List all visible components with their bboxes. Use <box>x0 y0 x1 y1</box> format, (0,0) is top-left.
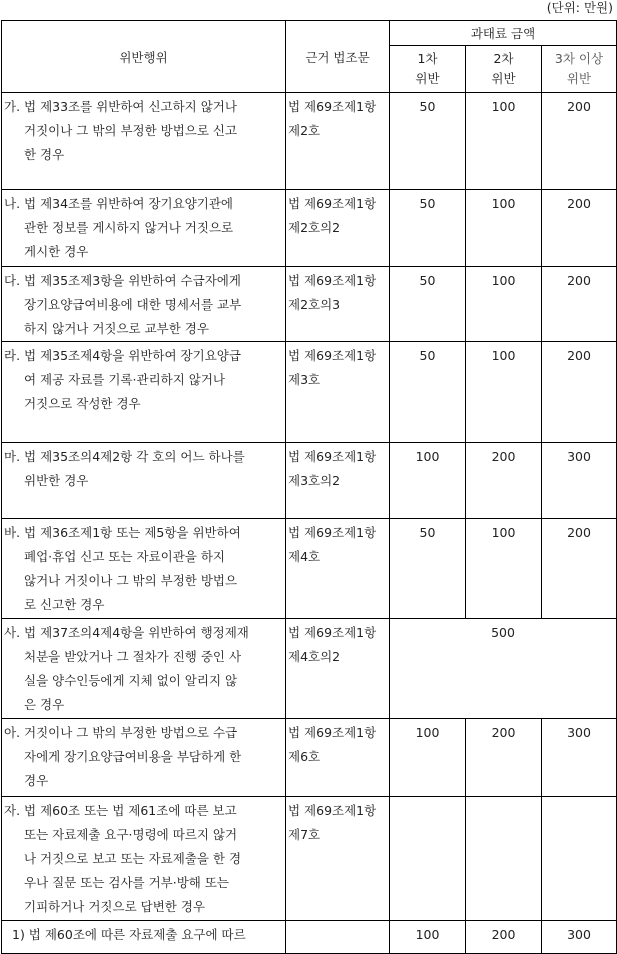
basis-cell <box>286 443 390 519</box>
amount-first-cell: 50 <box>390 342 466 443</box>
basis-cell <box>286 719 390 797</box>
violation-line: 기피하거나 거짓으로 답변한 경우 <box>24 899 205 914</box>
violation-line: 거짓이나 그 밖의 부정한 방법으로 신고 <box>24 123 238 138</box>
header-second: 2차 위반 <box>466 46 542 93</box>
violation-line: 한 경우 <box>24 147 65 162</box>
header-first: 1차 위반 <box>390 46 466 93</box>
violation-line: 폐업·휴업 신고 또는 자료이관을 하지 <box>24 549 225 564</box>
basis-line: 법 제69조제1항 <box>288 525 377 540</box>
table-row <box>2 190 617 267</box>
basis-line: 법 제69조제1항 <box>288 196 377 211</box>
violation-line: 라. 법 제35조제4항을 위반하여 장기요양급 <box>4 348 241 363</box>
basis-line: 제2호의3 <box>288 297 341 312</box>
violation-line: 1) 법 제60조에 따른 자료제출 요구에 따르 <box>12 927 246 942</box>
violation-cell <box>2 267 286 342</box>
violation-line: 아. 거짓이나 그 밖의 부정한 방법으로 수급 <box>4 725 238 740</box>
basis-line: 제2호의2 <box>288 220 341 235</box>
violation-line: 여 제공 자료를 기록·관리하지 않거나 <box>24 372 225 387</box>
amount-first-cell: 50 <box>390 267 466 342</box>
violation-line: 은 경우 <box>24 697 65 712</box>
table-row <box>2 342 617 443</box>
table-row <box>2 93 617 190</box>
amount-second-cell: 200 <box>466 921 542 954</box>
violation-line: 우나 질문 또는 검사를 거부·방해 또는 <box>24 875 229 890</box>
violation-line: 가. 법 제33조를 위반하여 신고하지 않거나 <box>4 99 237 114</box>
violation-line: 나 거짓으로 보고 또는 자료제출을 한 경 <box>24 851 242 866</box>
violation-line: 나. 법 제34조를 위반하여 장기요양기관에 <box>4 196 233 211</box>
amount-first-cell: 100 <box>390 443 466 519</box>
table-row <box>2 519 617 619</box>
basis-line: 법 제69조제1항 <box>288 273 377 288</box>
basis-line: 제4호 <box>288 549 321 564</box>
violation-line: 바. 법 제36조제1항 또는 제5항을 위반하여 <box>4 525 241 540</box>
amount-second-cell: 100 <box>466 267 542 342</box>
amount-third-cell: 300 <box>542 719 617 797</box>
basis-cell <box>286 797 390 921</box>
table-row <box>2 443 617 519</box>
basis-cell <box>286 619 390 719</box>
header-amount: 과태료 금액 <box>390 21 617 46</box>
violation-cell <box>2 443 286 519</box>
amount-third-cell <box>542 797 617 921</box>
amount-second-cell: 100 <box>466 190 542 267</box>
amount-first-cell: 50 <box>390 93 466 190</box>
violation-line: 자에게 장기요양급여비용을 부담하게 한 <box>24 749 242 764</box>
table-row <box>2 797 617 921</box>
basis-cell <box>286 342 390 443</box>
amount-merged-cell: 500 <box>390 619 617 719</box>
violation-cell <box>2 342 286 443</box>
violation-line: 경우 <box>24 773 49 788</box>
violation-line: 사. 법 제37조의4제4항을 위반하여 행정제재 <box>4 625 249 640</box>
table-row <box>2 267 617 342</box>
violation-line: 않거나 거짓이나 그 밖의 부정한 방법으 <box>24 573 238 588</box>
basis-line: 제4호의2 <box>288 649 341 664</box>
basis-line: 법 제69조제1항 <box>288 449 377 464</box>
violation-line: 장기요양급여비용에 대한 명세서를 교부 <box>24 297 242 312</box>
amount-first-cell: 50 <box>390 190 466 267</box>
violation-cell <box>2 619 286 719</box>
header-violation: 위반행위 <box>2 21 286 93</box>
violation-line: 다. 법 제35조제3항을 위반하여 수급자에게 <box>4 273 241 288</box>
violation-cell <box>2 93 286 190</box>
amount-third-cell: 300 <box>542 443 617 519</box>
violation-line: 로 신고한 경우 <box>24 597 105 612</box>
basis-line: 제2호 <box>288 123 321 138</box>
violation-line: 실을 양수인등에게 지체 없이 알리지 않 <box>24 673 238 688</box>
violation-line: 자. 법 제60조 또는 법 제61조에 따른 보고 <box>4 803 237 818</box>
violation-cell <box>2 519 286 619</box>
amount-third-cell: 200 <box>542 267 617 342</box>
amount-second-cell: 100 <box>466 93 542 190</box>
amount-second-cell: 200 <box>466 443 542 519</box>
header-third: 3차 이상 위반 <box>542 46 617 93</box>
amount-third-cell: 200 <box>542 342 617 443</box>
violation-line: 관한 정보를 게시하지 않거나 거짓으로 <box>24 220 234 235</box>
amount-first-cell: 100 <box>390 921 466 954</box>
basis-line: 법 제69조제1항 <box>288 725 377 740</box>
amount-third-cell: 200 <box>542 190 617 267</box>
amount-third-cell: 200 <box>542 519 617 619</box>
basis-line: 법 제69조제1항 <box>288 625 377 640</box>
amount-first-cell <box>390 797 466 921</box>
basis-line: 법 제69조제1항 <box>288 348 377 363</box>
basis-line: 법 제69조제1항 <box>288 803 377 818</box>
violation-line: 또는 자료제출 요구·명령에 따르지 않거 <box>24 827 238 842</box>
basis-cell <box>286 93 390 190</box>
fine-table <box>1 20 617 954</box>
violation-line: 거짓으로 작성한 경우 <box>24 396 141 411</box>
amount-second-cell <box>466 797 542 921</box>
basis-line: 제7호 <box>288 827 321 842</box>
basis-cell <box>286 190 390 267</box>
amount-third-cell: 200 <box>542 93 617 190</box>
amount-second-cell: 100 <box>466 342 542 443</box>
violation-cell <box>2 719 286 797</box>
basis-cell <box>286 519 390 619</box>
basis-cell <box>286 267 390 342</box>
table-row <box>2 619 617 719</box>
basis-line: 제3호의2 <box>288 473 341 488</box>
amount-second-cell: 200 <box>466 719 542 797</box>
violation-line: 마. 법 제35조의4제2항 각 호의 어느 하나를 <box>4 449 245 464</box>
table-row <box>2 719 617 797</box>
violation-cell <box>2 797 286 921</box>
violation-cell <box>2 190 286 267</box>
header-basis: 근거 법조문 <box>286 21 390 93</box>
amount-first-cell: 100 <box>390 719 466 797</box>
amount-third-cell: 300 <box>542 921 617 954</box>
violation-line: 위반한 경우 <box>24 473 89 488</box>
basis-line: 제3호 <box>288 372 321 387</box>
basis-line: 제6호 <box>288 749 321 764</box>
amount-second-cell: 100 <box>466 519 542 619</box>
basis-line: 법 제69조제1항 <box>288 99 377 114</box>
unit-note: (단위: 만원) <box>546 0 613 15</box>
violation-line: 하지 않거나 거짓으로 교부한 경우 <box>24 321 209 336</box>
violation-line: 처분을 받았거나 그 절차가 진행 중인 사 <box>24 649 242 664</box>
violation-line: 게시한 경우 <box>24 244 89 259</box>
amount-first-cell: 50 <box>390 519 466 619</box>
